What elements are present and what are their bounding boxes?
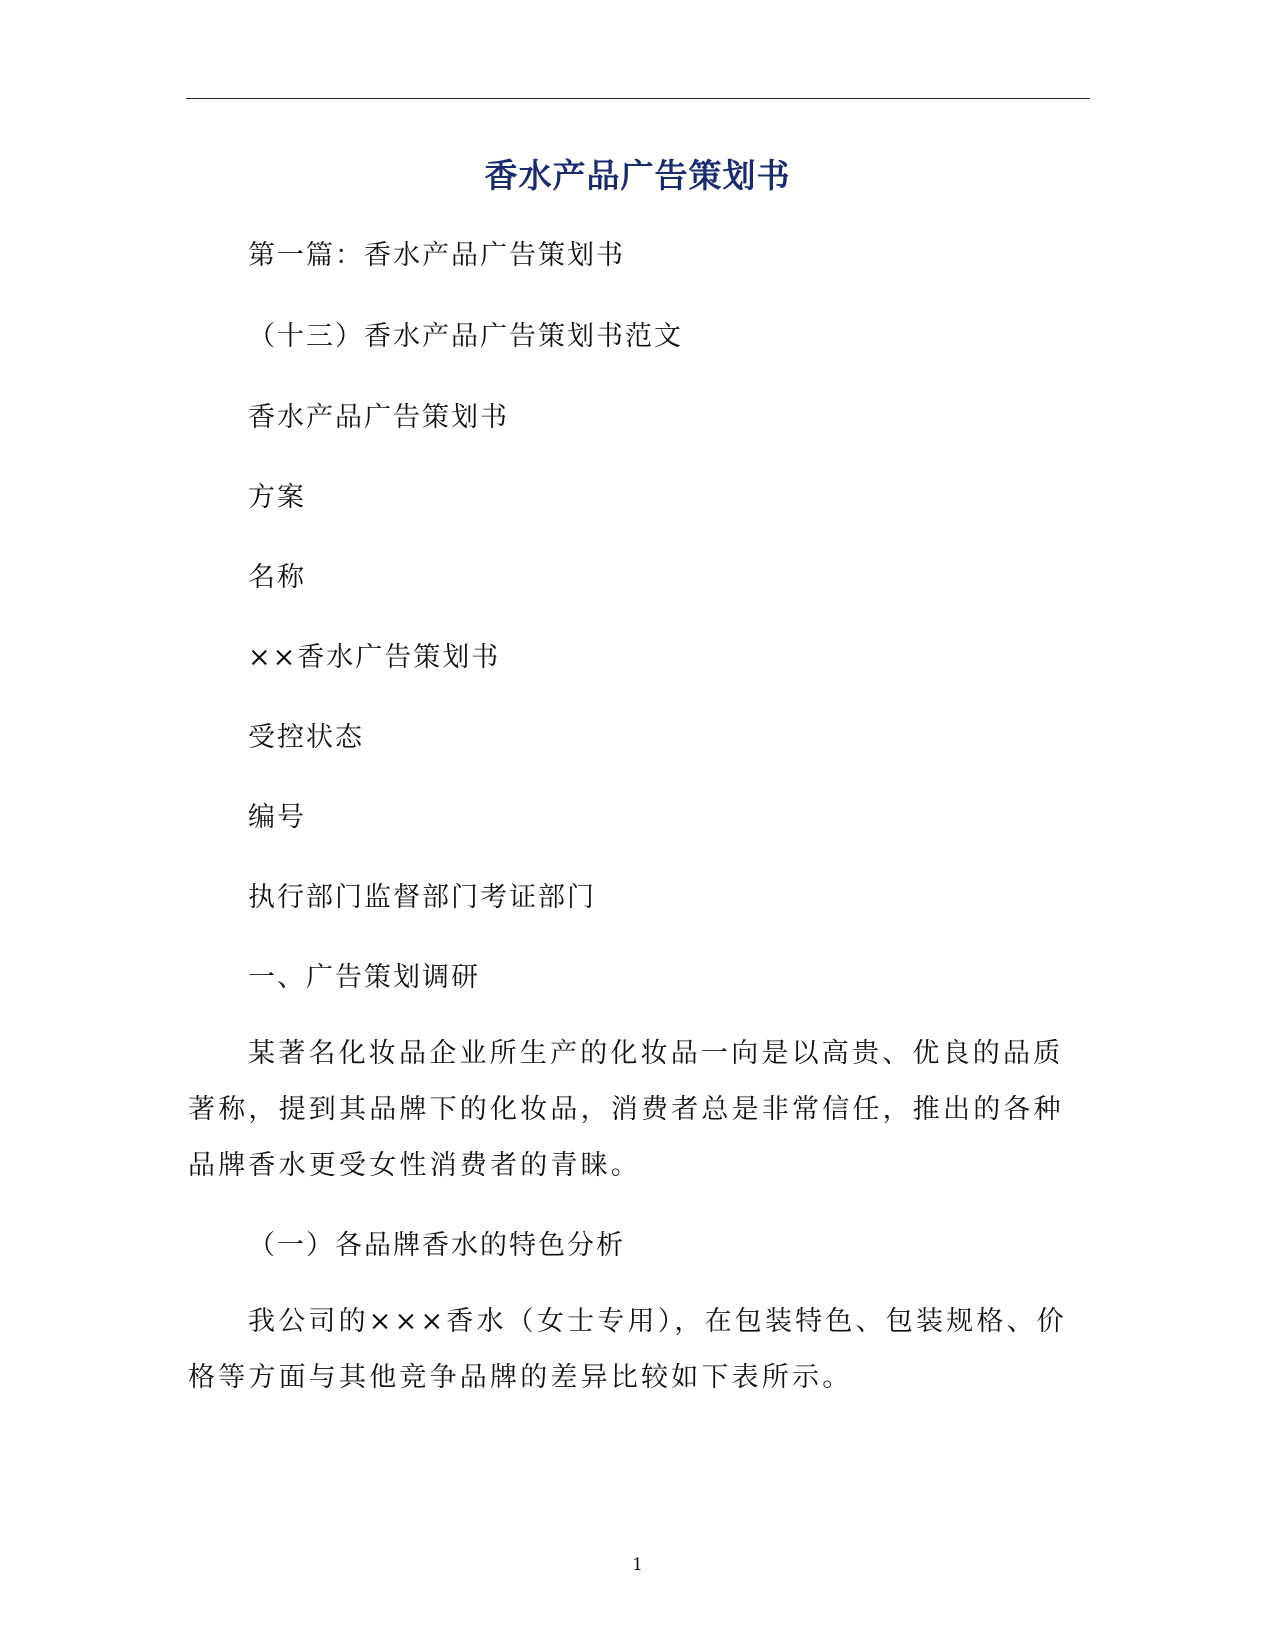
text-line: 香水产品广告策划书 — [248, 402, 509, 433]
body-paragraph: 某著名化妆品企业所生产的化妆品一向是以高贵、优良的品质著称，提到其品牌下的化妆品，消费者总是非常信任，推出的各种品牌香水更受女性消费者的青睐。 — [188, 1038, 1064, 1181]
document-title: 香水产品广告策划书 — [484, 156, 791, 195]
subsection-heading: （一）各品牌香水的特色分析 — [248, 1230, 625, 1261]
page-number: 1 — [632, 1555, 643, 1575]
text-line: 编号 — [248, 802, 306, 833]
text-line: 执行部门监督部门考证部门 — [248, 882, 596, 913]
section-heading: 一、广告策划调研 — [248, 962, 480, 993]
text-line: 受控状态 — [248, 722, 364, 753]
text-line: ××香水广告策划书 — [248, 642, 501, 673]
text-line: 第一篇：香水产品广告策划书 — [248, 240, 625, 271]
header-rule — [186, 98, 1090, 99]
text-line: 名称 — [248, 562, 306, 593]
text-line: （十三）香水产品广告策划书范文 — [248, 321, 683, 352]
body-paragraph: 我公司的×××香水（女士专用），在包装特色、包装规格、价格等方面与其他竞争品牌的差异比较如下表所示。 — [188, 1306, 1067, 1393]
text-line: 方案 — [248, 482, 306, 513]
